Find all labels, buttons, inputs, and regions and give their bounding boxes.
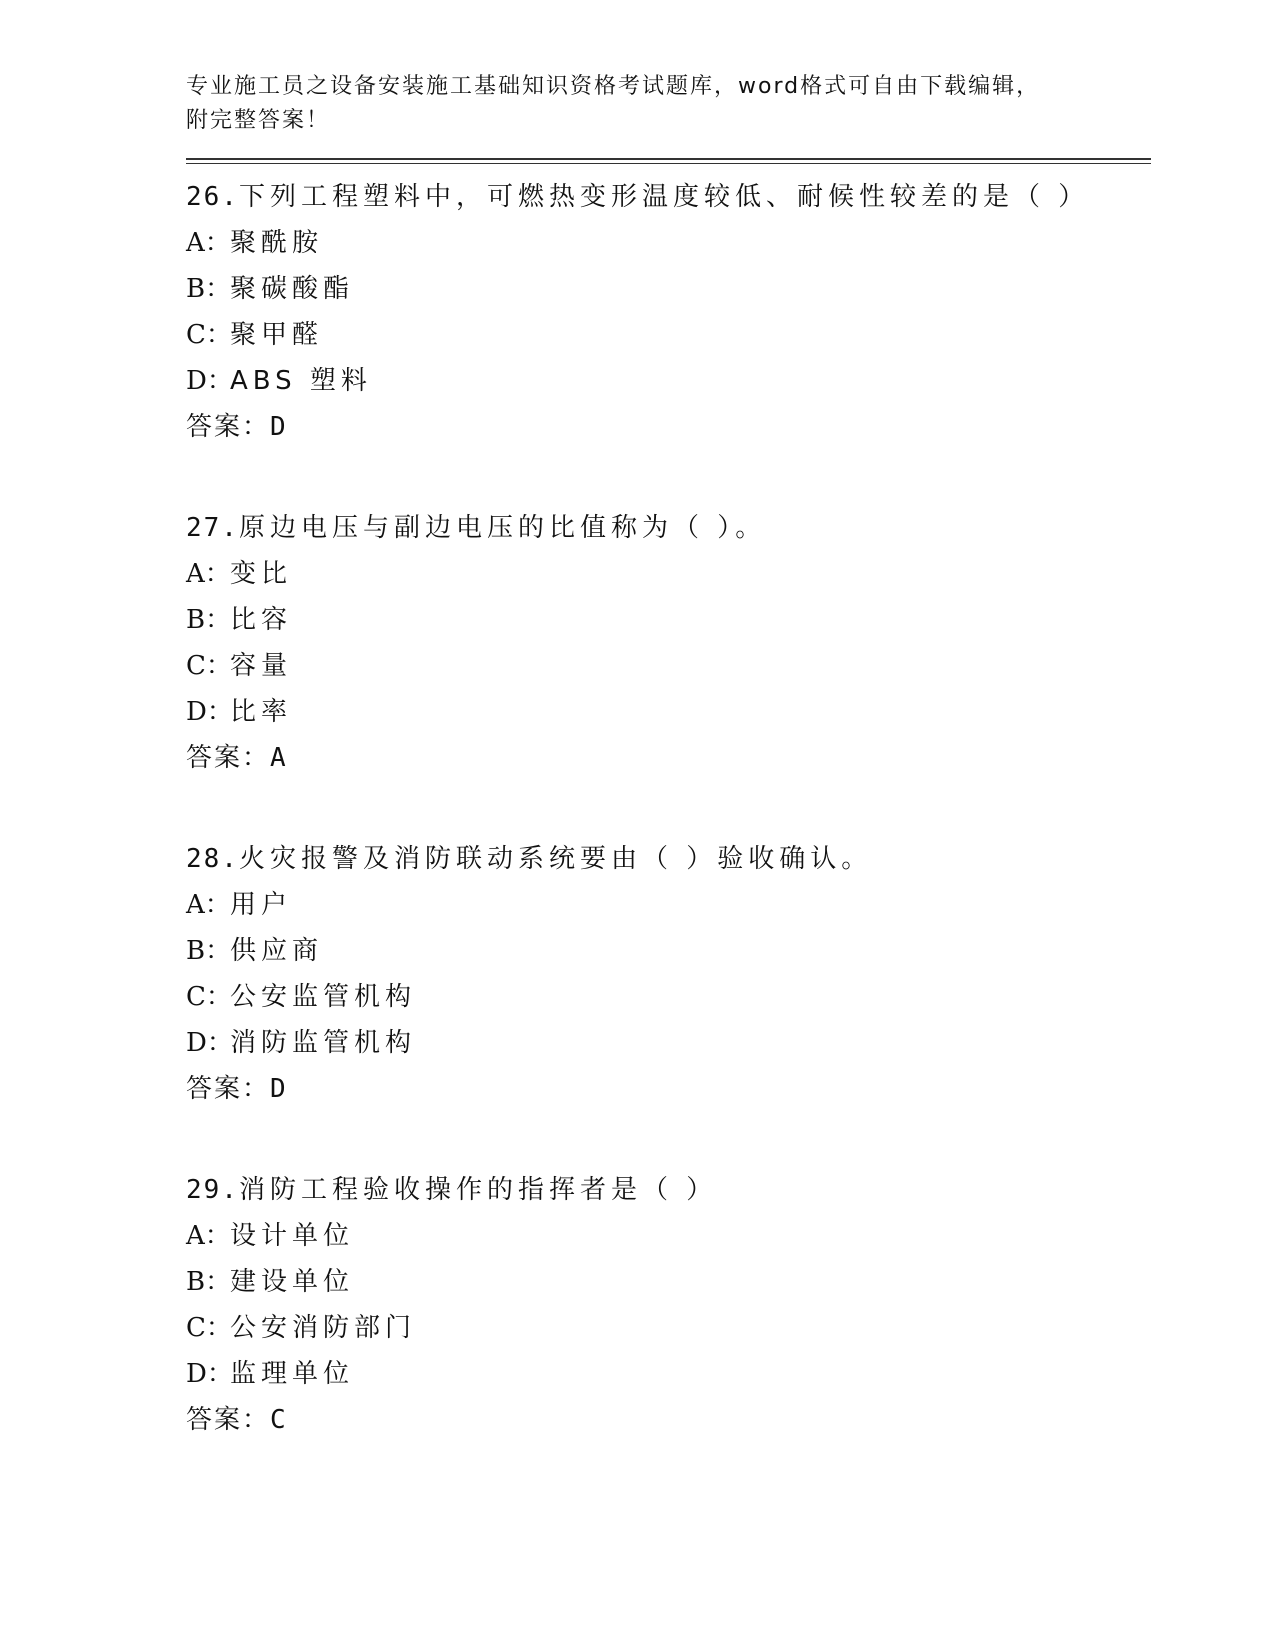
question-stem (186, 836, 1151, 882)
answer-value: D (270, 1074, 286, 1104)
answer-value: C (270, 1405, 286, 1435)
question-29 (186, 1167, 1151, 1443)
option-key: A： (186, 228, 231, 258)
option-text: 聚甲醛 (230, 320, 324, 350)
option-key: B： (186, 605, 232, 635)
option-b (186, 1259, 1151, 1305)
question-stem (186, 1167, 1151, 1213)
option-text: 公安监管机构 (230, 982, 417, 1012)
option-text: 比率 (230, 697, 293, 727)
option-c (186, 643, 1151, 689)
option-text: 用户 (230, 890, 293, 920)
question-number: 28. (186, 844, 239, 874)
answer-label: 答案： (186, 412, 271, 442)
option-text: 消防监管机构 (230, 1028, 417, 1058)
option-key: A： (186, 890, 231, 920)
option-key: C： (186, 982, 232, 1012)
question-number: 29. (186, 1175, 239, 1205)
answer-label: 答案： (186, 1074, 271, 1104)
answer-line (186, 1397, 1151, 1443)
option-key: A： (186, 1221, 231, 1251)
option-text: 变比 (230, 559, 293, 589)
option-b (186, 928, 1151, 974)
document-page (186, 70, 1151, 1498)
option-c (186, 974, 1151, 1020)
option-a (186, 882, 1151, 928)
option-key: D： (186, 1028, 233, 1058)
question-28 (186, 836, 1151, 1112)
option-key: D： (186, 1359, 233, 1389)
option-text: 监理单位 (230, 1359, 355, 1389)
question-number: 26. (186, 182, 239, 212)
question-text: 火灾报警及消防联动系统要由（ ）验收确认。 (238, 844, 873, 874)
question-26 (186, 174, 1151, 450)
option-key: A： (186, 559, 231, 589)
option-key: B： (186, 936, 232, 966)
question-text: 下列工程塑料中，可燃热变形温度较低、耐候性较差的是（ ） (238, 182, 1090, 212)
option-key: B： (186, 1267, 232, 1297)
option-text: 设计单位 (230, 1221, 355, 1251)
answer-line (186, 404, 1151, 450)
option-text: 容量 (230, 651, 293, 681)
header-line-1: 专业施工员之设备安装施工基础知识资格考试题库，word格式可自由下载编辑， (186, 74, 1041, 99)
option-text: 聚碳酸酯 (230, 274, 355, 304)
option-d (186, 358, 1151, 404)
option-c (186, 1305, 1151, 1351)
option-key: C： (186, 1313, 232, 1343)
option-a (186, 1213, 1151, 1259)
answer-value: D (270, 412, 286, 442)
option-key: B： (186, 274, 232, 304)
option-text: 供应商 (230, 936, 324, 966)
option-key: D： (186, 366, 233, 396)
question-text: 原边电压与副边电压的比值称为（ ）。 (238, 513, 767, 543)
question-stem (186, 174, 1151, 220)
question-list (186, 174, 1151, 1443)
option-text: 公安消防部门 (230, 1313, 417, 1343)
option-text: 聚酰胺 (230, 228, 324, 258)
answer-label: 答案： (186, 1405, 271, 1435)
question-number: 27. (186, 513, 239, 543)
answer-label: 答案： (186, 743, 271, 773)
option-d (186, 689, 1151, 735)
option-text: 建设单位 (230, 1267, 355, 1297)
option-a (186, 220, 1151, 266)
header-line-2: 附完整答案！ (186, 108, 331, 133)
answer-line (186, 735, 1151, 781)
option-text: 比容 (230, 605, 293, 635)
option-c (186, 312, 1151, 358)
option-key: C： (186, 651, 232, 681)
option-text: ABS 塑料 (230, 366, 372, 396)
answer-line (186, 1066, 1151, 1112)
option-d (186, 1020, 1151, 1066)
option-key: D： (186, 697, 233, 727)
question-stem (186, 505, 1151, 551)
option-b (186, 266, 1151, 312)
question-27 (186, 505, 1151, 781)
question-text: 消防工程验收操作的指挥者是（ ） (238, 1175, 718, 1205)
answer-value: A (270, 743, 286, 773)
option-b (186, 597, 1151, 643)
document-header (186, 70, 1151, 138)
option-key: C： (186, 320, 232, 350)
option-d (186, 1351, 1151, 1397)
header-divider (186, 158, 1151, 160)
option-a (186, 551, 1151, 597)
